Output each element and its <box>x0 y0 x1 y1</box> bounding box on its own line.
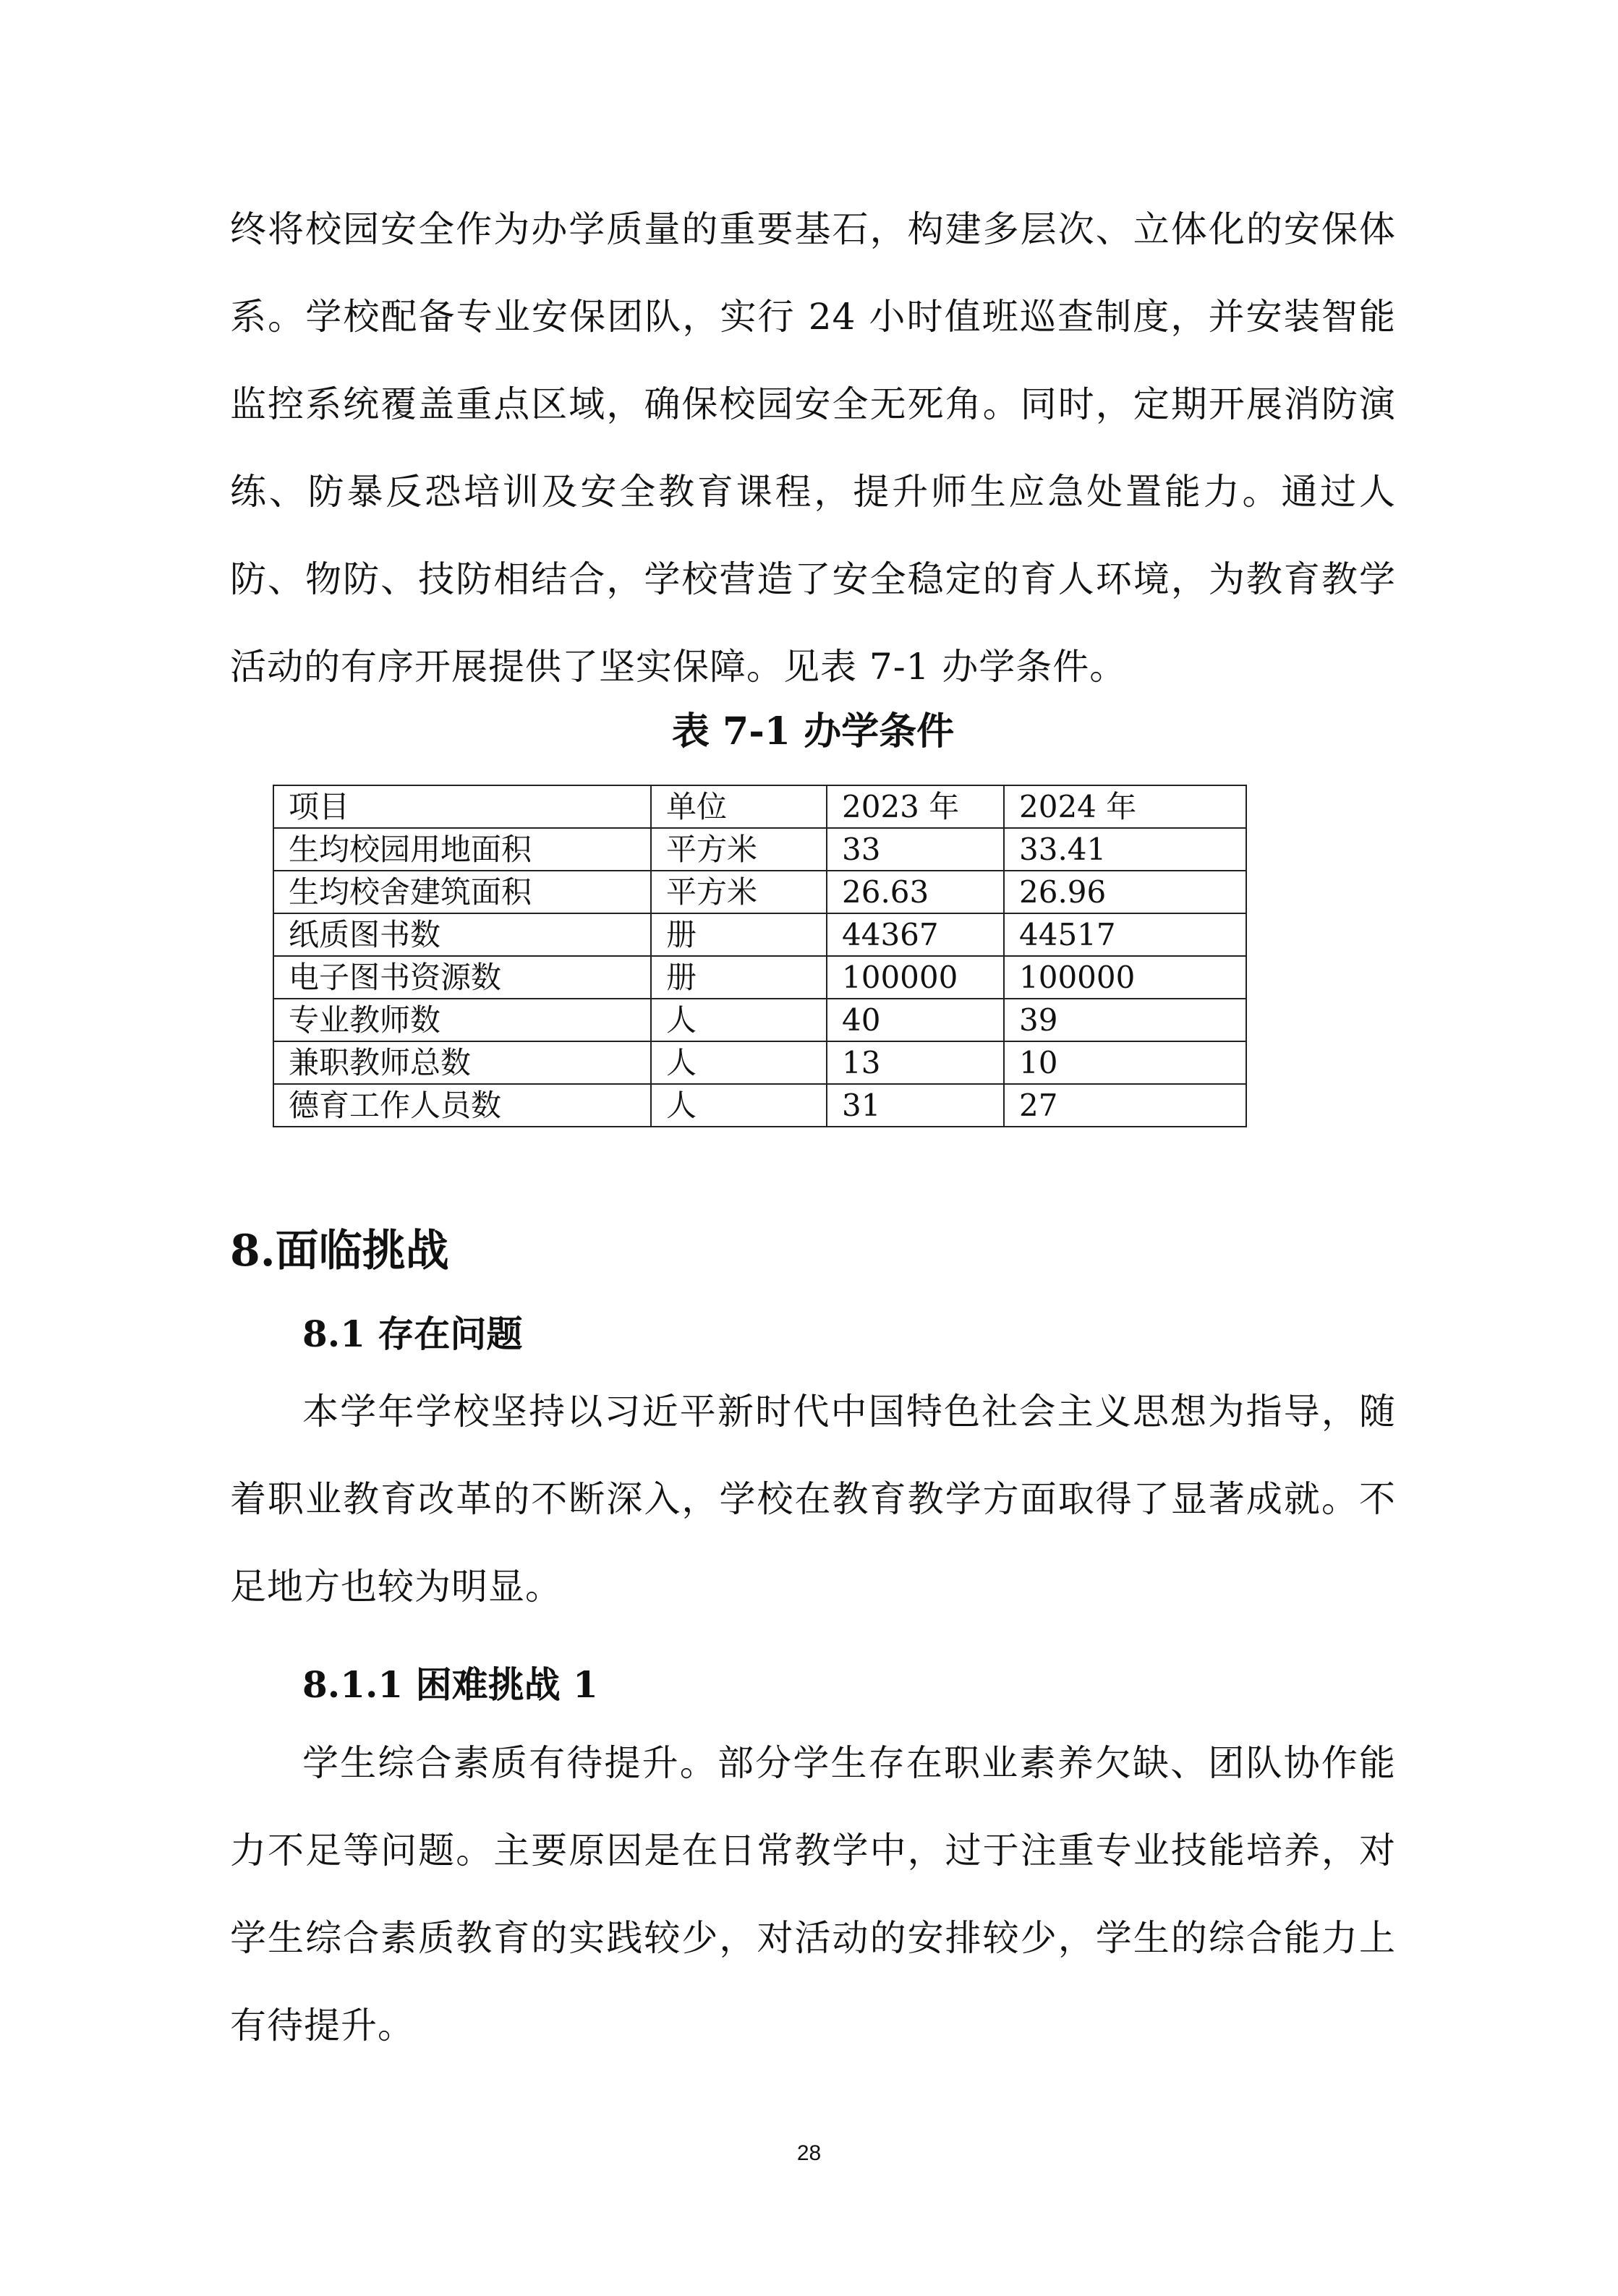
table-cell: 德育工作人员数 <box>273 1084 651 1127</box>
table-cell: 44367 <box>827 913 1004 956</box>
table-cell: 人 <box>651 1041 827 1084</box>
table-cell: 27 <box>1004 1084 1246 1127</box>
table-cell: 33.41 <box>1004 828 1246 871</box>
school-conditions-table <box>273 785 1247 1127</box>
table-cell: 人 <box>651 1084 827 1127</box>
table-row <box>273 1041 1246 1084</box>
section-heading-8: 8.面临挑战 <box>230 1226 449 1276</box>
table-row <box>273 828 1246 871</box>
paragraph-problems-intro: 本学年学校坚持以习近平新时代中国特色社会主义思想为指导，随着职业教育改革的不断深入，学校在教育教学方面取得了显著成就。不足地方也较为明显。 <box>230 1391 1396 1608</box>
table-cell: 26.96 <box>1004 871 1246 913</box>
paragraph-campus-safety: 终将校园安全作为办学质量的重要基石，构建多层次、立体化的安保体系。学校配备专业安保团队，实行 24 小时值班巡查制度，并安装智能监控系统覆盖重点区域，确保校园安全无死角。同时，定期开展消防演练、防暴反恐培训及安全教育课程，提升师生应急处置能力。通过人防、物防、技防相结合，学校营造了安全稳定的育人环境，为教育教学活动的有序开展提供了坚实保障。见表 7-1 办学条件。 <box>230 208 1396 688</box>
table-row <box>273 871 1246 913</box>
table-row <box>273 1084 1246 1127</box>
table-cell: 26.63 <box>827 871 1004 913</box>
table-cell: 40 <box>827 999 1004 1041</box>
table-row <box>273 999 1246 1041</box>
table-cell: 100000 <box>827 956 1004 999</box>
table-header-row <box>273 785 1246 828</box>
header-cell: 2023 年 <box>827 785 1004 828</box>
table-row <box>273 913 1246 956</box>
section-heading-8-1-1: 8.1.1 困难挑战 1 <box>302 1663 598 1706</box>
table-cell: 生均校园用地面积 <box>273 828 651 871</box>
paragraph-challenge-1: 学生综合素质有待提升。部分学生存在职业素养欠缺、团队协作能力不足等问题。主要原因是在日常教学中，过于注重专业技能培养，对学生综合素质教育的实践较少，对活动的安排较少，学生的综合能力上有待提升。 <box>230 1742 1396 2047</box>
table-cell: 10 <box>1004 1041 1246 1084</box>
table-caption: 表 7-1 办学条件 <box>671 709 955 754</box>
table-cell: 生均校舍建筑面积 <box>273 871 651 913</box>
table-cell: 平方米 <box>651 828 827 871</box>
section-heading-8-1: 8.1 存在问题 <box>302 1313 523 1355</box>
table-cell: 31 <box>827 1084 1004 1127</box>
table-cell: 电子图书资源数 <box>273 956 651 999</box>
table-cell: 专业教师数 <box>273 999 651 1041</box>
page-number: 28 <box>796 2141 822 2165</box>
table-cell: 兼职教师总数 <box>273 1041 651 1084</box>
table-cell: 纸质图书数 <box>273 913 651 956</box>
table-cell: 人 <box>651 999 827 1041</box>
table-cell: 册 <box>651 913 827 956</box>
header-cell: 单位 <box>651 785 827 828</box>
table-cell: 39 <box>1004 999 1246 1041</box>
table-cell: 100000 <box>1004 956 1246 999</box>
header-cell: 2024 年 <box>1004 785 1246 828</box>
table-cell: 44517 <box>1004 913 1246 956</box>
table-row <box>273 956 1246 999</box>
table-cell: 平方米 <box>651 871 827 913</box>
table-cell: 13 <box>827 1041 1004 1084</box>
table-cell: 册 <box>651 956 827 999</box>
table-cell: 33 <box>827 828 1004 871</box>
header-cell: 项目 <box>273 785 651 828</box>
